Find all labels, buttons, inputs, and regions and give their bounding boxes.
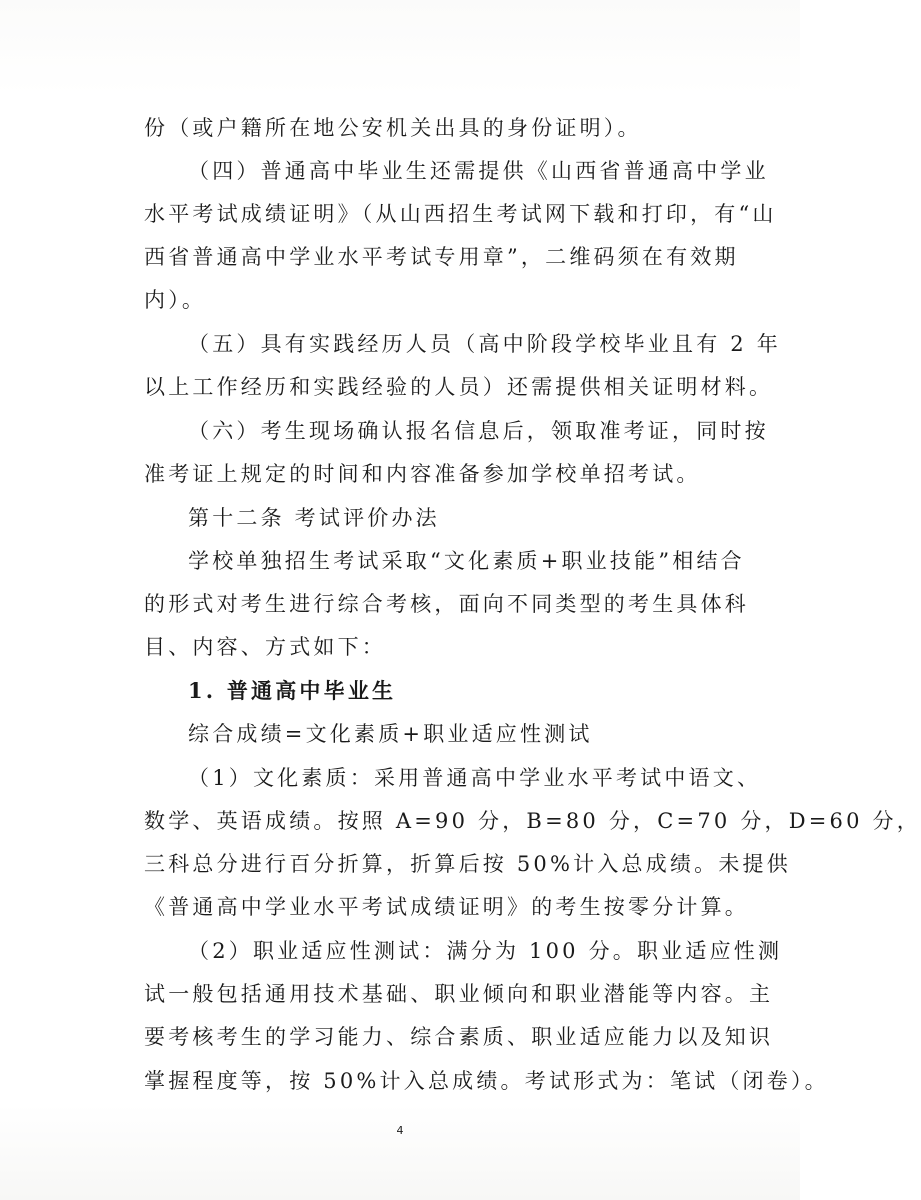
paragraph-line: （五）具有实践经历人员（高中阶段学校毕业且有 2 年 xyxy=(188,332,781,356)
paragraph-line: 的形式对考生进行综合考核，面向不同类型的考生具体科 xyxy=(144,592,749,616)
paragraph-line: 数学、英语成绩。按照 A=90 分，B=80 分，C=70 分，D=60 分， xyxy=(144,809,921,833)
paragraph-line: 《普通高中学业水平考试成绩证明》的考生按零分计算。 xyxy=(144,895,749,919)
page-number: 4 xyxy=(396,1124,404,1137)
paragraph-line: 准考证上规定的时间和内容准备参加学校单招考试。 xyxy=(144,462,701,486)
paragraph-line: （1）文化素质：采用普通高中学业水平考试中语文、 xyxy=(188,766,762,790)
paragraph-line: （四）普通高中毕业生还需提供《山西省普通高中学业 xyxy=(188,159,769,183)
paragraph-line: 要考核考生的学习能力、综合素质、职业适应能力以及知识 xyxy=(144,1025,774,1049)
paragraph-line: 学校单独招生考试采取“文化素质+职业技能”相结合 xyxy=(188,549,745,573)
subsection-heading: 1. 普通高中毕业生 xyxy=(188,678,397,703)
paragraph-line: 试一般包括通用技术基础、职业倾向和职业潜能等内容。主 xyxy=(144,982,774,1006)
paragraph-line: 目、内容、方式如下： xyxy=(144,635,386,659)
paragraph-line: 掌握程度等，按 50%计入总成绩。考试形式为：笔试（闭卷）。 xyxy=(144,1069,829,1093)
paragraph-line: 内）。 xyxy=(144,288,207,312)
paragraph-line: 三科总分进行百分折算，折算后按 50%计入总成绩。未提供 xyxy=(144,852,791,876)
paragraph-line: 份（或户籍所在地公安机关出具的身份证明）。 xyxy=(144,116,642,140)
section-heading: 第十二条 考试评价办法 xyxy=(188,506,440,530)
formula-line: 综合成绩=文化素质+职业适应性测试 xyxy=(188,722,593,746)
paragraph-line: 西省普通高中学业水平考试专用章”，二维码须在有效期 xyxy=(144,245,739,269)
paragraph-line: 水平考试成绩证明》（从山西招生考试网下载和打印，有“山 xyxy=(144,202,777,226)
paragraph-line: （2）职业适应性测试：满分为 100 分。职业适应性测 xyxy=(188,939,783,963)
paragraph-line: （六）考生现场确认报名信息后，领取准考证，同时按 xyxy=(188,419,769,443)
paragraph-line: 以上工作经历和实践经验的人员）还需提供相关证明材料。 xyxy=(144,375,774,399)
